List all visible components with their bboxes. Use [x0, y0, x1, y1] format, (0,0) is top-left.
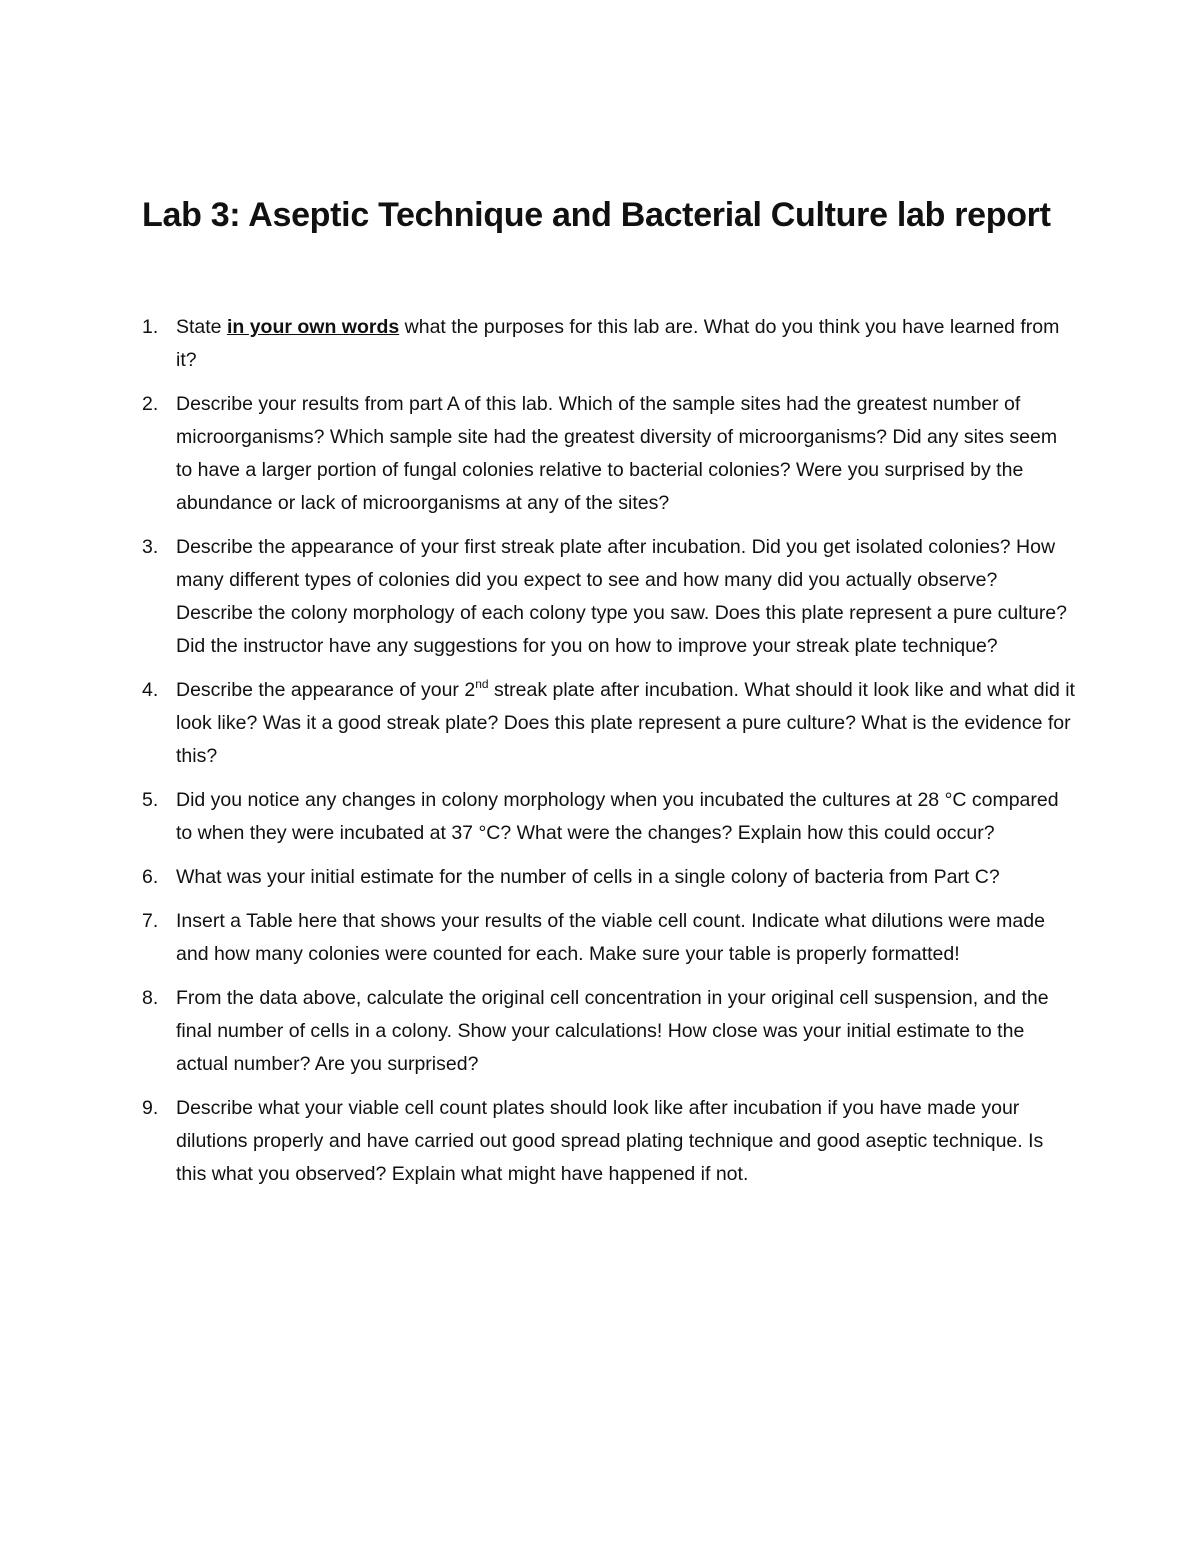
question-number: 3.	[142, 536, 159, 558]
question-item-4	[142, 674, 1077, 773]
question-text: Insert a Table here that shows your results of the viable cell count. Indicate what dilutions were made and how many colonies were counted for each. Make sure your table is properly formatted!	[176, 910, 1045, 965]
question-emphasis: in your own words	[226, 316, 400, 338]
question-text: what the purposes for this lab are. What do you think you have learned from it?	[176, 316, 1060, 371]
question-number: 8.	[142, 987, 159, 1009]
question-list	[142, 311, 1077, 1191]
question-number: 9.	[142, 1097, 159, 1119]
question-text: Did you notice any changes in colony morphology when you incubated the cultures at 28 °C compared to when they were incubated at 37 °C? What were the changes? Explain how this could occur?	[176, 789, 1059, 844]
question-item-2	[142, 388, 1077, 520]
question-text: streak plate after incubation. What should it look like and what did it look like? Was it a good streak plate? Does this plate represent a pure culture? What is the evidence for this?	[176, 679, 1075, 767]
question-text: Describe what your viable cell count plates should look like after incubation if you have made your dilutions properly and have carried out good spread plating technique and good aseptic technique. Is this what you observed? Explain what might have happened if not.	[176, 1097, 1044, 1185]
question-text: State	[176, 316, 227, 338]
question-number: 7.	[142, 910, 159, 932]
question-text: Describe the appearance of your 2	[176, 679, 476, 701]
page-title: Lab 3: Aseptic Technique and Bacterial Culture lab report	[142, 196, 1051, 234]
question-item-1	[142, 311, 1077, 377]
question-text: What was your initial estimate for the number of cells in a single colony of bacteria from Part C?	[176, 866, 1000, 888]
question-number: 1.	[142, 316, 159, 338]
question-item-5	[142, 784, 1077, 850]
question-text: From the data above, calculate the original cell concentration in your original cell suspension, and the final number of cells in a colony. Show your calculations! How close was your initial estimate to the actual number? Are you surprised?	[176, 987, 1049, 1075]
question-number: 4.	[142, 679, 159, 701]
question-number: 6.	[142, 866, 159, 888]
question-item-7	[142, 905, 1077, 971]
ordinal-superscript: nd	[475, 677, 489, 691]
question-item-3	[142, 531, 1077, 663]
question-text: Describe your results from part A of this lab. Which of the sample sites had the greatest number of microorganisms? Which sample site had the greatest diversity of microorganisms? Did any sites seem to have a larger portion of fungal colonies relative to bacterial colonies? Were you surprised by the abundance or lack of microorganisms at any of the sites?	[176, 393, 1058, 514]
question-number: 5.	[142, 789, 159, 811]
question-item-8	[142, 982, 1077, 1081]
question-item-6	[142, 861, 1077, 894]
question-text: Describe the appearance of your first streak plate after incubation. Did you get isolated colonies? How many different types of colonies did you expect to see and how many did you actually observe? Describe the colony morphology of each colony type you saw. Does this plate represent a pure culture? Did the instructor have any suggestions for you on how to improve your streak plate technique?	[176, 536, 1068, 657]
question-number: 2.	[142, 393, 159, 415]
question-item-9	[142, 1092, 1077, 1191]
